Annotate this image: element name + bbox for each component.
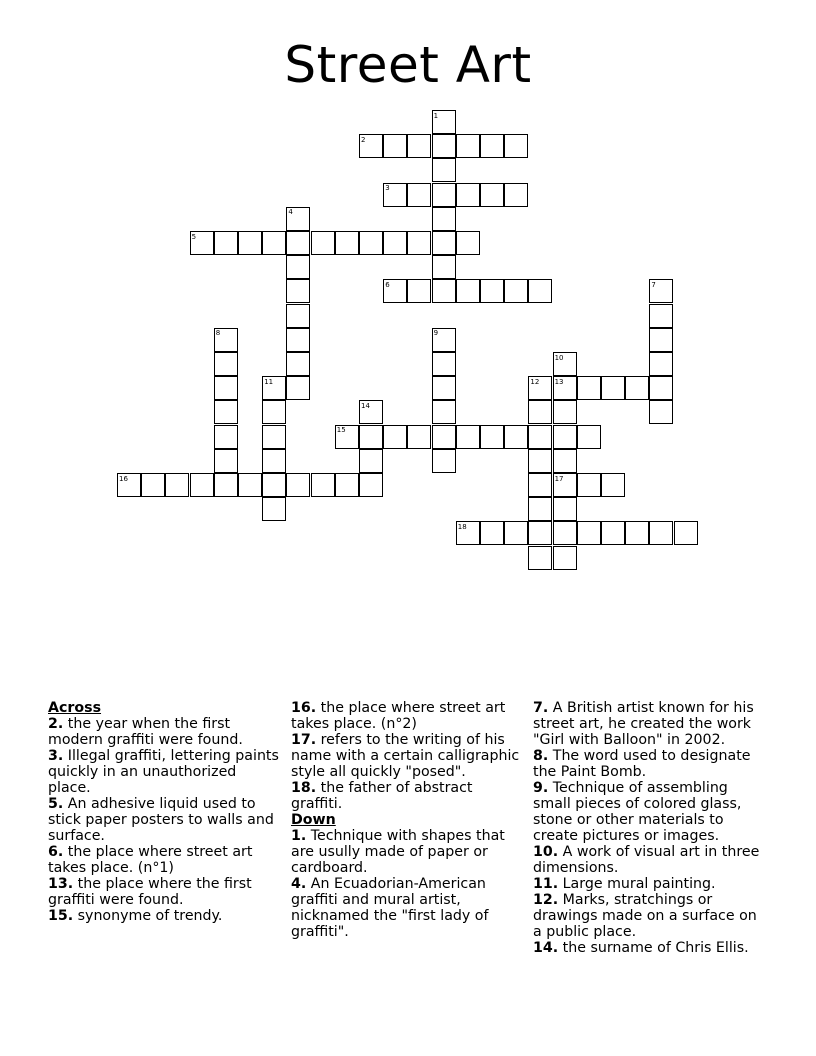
grid-cell[interactable] — [480, 183, 504, 207]
clue-label: 10. — [533, 844, 559, 860]
clue-number: 3 — [385, 184, 390, 193]
grid-cell[interactable] — [214, 425, 238, 449]
clue-column-3 — [533, 700, 768, 956]
grid-cell[interactable] — [359, 449, 383, 473]
grid-cell[interactable] — [262, 425, 286, 449]
grid-cell[interactable] — [335, 231, 359, 255]
clue-text: Marks, stratchings or drawings made on a surface on a public place. — [533, 892, 757, 940]
grid-cell[interactable] — [674, 521, 698, 545]
clue-label: 7. — [533, 700, 549, 716]
grid-cell[interactable] — [165, 473, 189, 497]
grid-cell[interactable] — [649, 279, 673, 303]
clue-label: 11. — [533, 876, 559, 892]
clue-text: the father of abstract graffiti. — [291, 780, 473, 812]
grid-cell[interactable] — [625, 521, 649, 545]
section-heading: Across — [48, 700, 102, 716]
grid-cell[interactable] — [432, 328, 456, 352]
clue-number: 7 — [651, 280, 656, 289]
clue-item — [533, 940, 768, 956]
grid-cell[interactable] — [117, 473, 141, 497]
grid-cell[interactable] — [262, 400, 286, 424]
grid-cell[interactable] — [286, 473, 310, 497]
clue-number: 13 — [554, 377, 564, 386]
grid-cell[interactable] — [432, 400, 456, 424]
grid-cell[interactable] — [480, 521, 504, 545]
clue-label: 14. — [533, 940, 559, 956]
grid-cell[interactable] — [238, 231, 262, 255]
clue-item — [48, 844, 283, 876]
clue-item — [48, 908, 283, 924]
grid-cell[interactable] — [480, 134, 504, 158]
grid-cell[interactable] — [553, 376, 577, 400]
clue-label: 4. — [291, 876, 307, 892]
grid-cell[interactable] — [238, 473, 262, 497]
grid-cell[interactable] — [262, 231, 286, 255]
clue-item — [291, 780, 526, 812]
grid-cell[interactable] — [262, 497, 286, 521]
clue-label: 8. — [533, 748, 549, 764]
clue-label: 17. — [291, 732, 317, 748]
grid-cell[interactable] — [359, 231, 383, 255]
grid-cell[interactable] — [407, 425, 431, 449]
clue-number: 11 — [264, 377, 274, 386]
grid-cell[interactable] — [214, 328, 238, 352]
grid-cell[interactable] — [625, 376, 649, 400]
grid-cell[interactable] — [504, 183, 528, 207]
clue-label: 6. — [48, 844, 64, 860]
grid-cell[interactable] — [432, 352, 456, 376]
clue-item — [533, 700, 768, 748]
grid-cell[interactable] — [383, 134, 407, 158]
grid-cell[interactable] — [335, 425, 359, 449]
clue-text: A work of visual art in three dimensions. — [533, 844, 760, 876]
clue-label: 5. — [48, 796, 64, 812]
grid-cell[interactable] — [432, 279, 456, 303]
grid-cell[interactable] — [383, 183, 407, 207]
clue-text: the year when the first modern graffiti were found. — [48, 716, 243, 748]
grid-cell[interactable] — [528, 521, 552, 545]
grid-cell[interactable] — [432, 449, 456, 473]
grid-cell[interactable] — [456, 231, 480, 255]
grid-cell[interactable] — [528, 449, 552, 473]
grid-cell[interactable] — [553, 425, 577, 449]
grid-cell[interactable] — [407, 183, 431, 207]
clue-text: refers to the writing of his name with a certain calligraphic style all quickly "posed". — [291, 732, 520, 780]
grid-cell[interactable] — [214, 473, 238, 497]
clue-number: 12 — [530, 377, 540, 386]
grid-cell[interactable] — [504, 521, 528, 545]
clue-column-1 — [48, 700, 283, 924]
grid-cell[interactable] — [286, 255, 310, 279]
clue-number: 16 — [119, 474, 128, 483]
clue-text: Technique of assembling small pieces of colored glass, stone or other materials to create pictures or images. — [533, 780, 742, 844]
clue-number: 15 — [336, 426, 346, 435]
clue-text: synonyme of trendy. — [73, 908, 223, 924]
grid-cell[interactable] — [432, 255, 456, 279]
grid-cell[interactable] — [649, 376, 673, 400]
grid-cell[interactable] — [214, 352, 238, 376]
grid-cell[interactable] — [528, 425, 552, 449]
clue-text: the surname of Chris Ellis. — [558, 940, 749, 956]
grid-cell[interactable] — [553, 449, 577, 473]
clue-label: 13. — [48, 876, 74, 892]
grid-cell[interactable] — [359, 134, 383, 158]
grid-cell[interactable] — [407, 134, 431, 158]
grid-cell[interactable] — [553, 521, 577, 545]
clue-item — [48, 796, 283, 844]
grid-cell[interactable] — [649, 352, 673, 376]
grid-cell[interactable] — [407, 231, 431, 255]
clue-text: the place where street art takes place. (n°2) — [291, 700, 506, 732]
grid-cell[interactable] — [214, 231, 238, 255]
clue-label: 12. — [533, 892, 559, 908]
grid-cell[interactable] — [456, 279, 480, 303]
grid-cell[interactable] — [286, 328, 310, 352]
grid-cell[interactable] — [528, 473, 552, 497]
grid-cell[interactable] — [286, 279, 310, 303]
clue-text: A British artist known for his street art, he created the work "Girl with Balloon" in 2002. — [533, 700, 754, 748]
clue-item — [48, 716, 283, 748]
clue-text: An Ecuadorian-American graffiti and mural artist, nicknamed the "first lady of graffiti". — [291, 876, 489, 940]
grid-cell[interactable] — [480, 279, 504, 303]
grid-cell[interactable] — [407, 279, 431, 303]
grid-cell[interactable] — [528, 400, 552, 424]
grid-cell[interactable] — [432, 183, 456, 207]
grid-cell[interactable] — [214, 376, 238, 400]
grid-cell[interactable] — [649, 328, 673, 352]
clue-item — [291, 876, 526, 940]
clue-text: The word used to designate the Paint Bomb. — [533, 748, 751, 780]
grid-cell[interactable] — [190, 231, 214, 255]
grid-cell[interactable] — [286, 376, 310, 400]
grid-cell[interactable] — [359, 473, 383, 497]
grid-cell[interactable] — [553, 546, 577, 570]
grid-cell[interactable] — [359, 400, 383, 424]
clue-item — [291, 828, 526, 876]
section-heading: Down — [291, 812, 336, 828]
grid-cell[interactable] — [432, 425, 456, 449]
grid-cell[interactable] — [432, 207, 456, 231]
clue-label: 18. — [291, 780, 317, 796]
grid-cell[interactable] — [601, 521, 625, 545]
grid-cell[interactable] — [456, 521, 480, 545]
clue-label: 15. — [48, 908, 74, 924]
clue-label: 16. — [291, 700, 317, 716]
grid-cell[interactable] — [553, 400, 577, 424]
grid-cell[interactable] — [383, 425, 407, 449]
grid-cell[interactable] — [528, 376, 552, 400]
grid-cell[interactable] — [262, 473, 286, 497]
clue-item — [291, 732, 526, 780]
clue-text: Large mural painting. — [558, 876, 716, 892]
grid-cell[interactable] — [214, 449, 238, 473]
clue-text: An adhesive liquid used to stick paper posters to walls and surface. — [48, 796, 274, 844]
clue-item — [48, 876, 283, 908]
clue-label: 3. — [48, 748, 64, 764]
grid-cell[interactable] — [262, 449, 286, 473]
clue-number: 4 — [288, 208, 293, 217]
grid-cell[interactable] — [649, 304, 673, 328]
clue-text: the place where street art takes place. (n°1) — [48, 844, 253, 876]
grid-cell[interactable] — [577, 521, 601, 545]
clue-number: 5 — [191, 232, 197, 241]
clue-number: 10 — [554, 353, 564, 362]
grid-cell[interactable] — [601, 376, 625, 400]
grid-cell[interactable] — [577, 425, 601, 449]
grid-cell[interactable] — [286, 231, 310, 255]
grid-cell[interactable] — [504, 425, 528, 449]
grid-cell[interactable] — [262, 376, 286, 400]
clue-label: 2. — [48, 716, 64, 732]
grid-cell[interactable] — [432, 134, 456, 158]
clue-item — [533, 748, 768, 780]
grid-cell[interactable] — [649, 521, 673, 545]
clue-text: Illegal graffiti, lettering paints quickly in an unauthorized place. — [48, 748, 279, 796]
grid-cell[interactable] — [286, 304, 310, 328]
clue-number: 1 — [433, 111, 439, 120]
clue-number: 17 — [554, 474, 564, 483]
grid-cell[interactable] — [528, 546, 552, 570]
grid-cell[interactable] — [432, 376, 456, 400]
grid-cell[interactable] — [286, 352, 310, 376]
grid-cell[interactable] — [432, 158, 456, 182]
clue-column-2 — [291, 700, 526, 940]
grid-cell[interactable] — [456, 425, 480, 449]
grid-cell[interactable] — [577, 473, 601, 497]
grid-cell[interactable] — [432, 231, 456, 255]
clue-item — [533, 892, 768, 940]
grid-cell[interactable] — [649, 400, 673, 424]
grid-cell[interactable] — [553, 497, 577, 521]
clue-item — [533, 876, 768, 892]
grid-cell[interactable] — [432, 110, 456, 134]
grid-cell[interactable] — [286, 207, 310, 231]
clue-number: 8 — [215, 329, 221, 338]
clue-text: the place where the first graffiti were found. — [48, 876, 252, 908]
grid-cell[interactable] — [311, 231, 335, 255]
grid-cell[interactable] — [456, 183, 480, 207]
grid-cell[interactable] — [456, 134, 480, 158]
clue-label: 9. — [533, 780, 549, 796]
clue-label: 1. — [291, 828, 307, 844]
grid-cell[interactable] — [504, 134, 528, 158]
grid-cell[interactable] — [311, 473, 335, 497]
clue-item — [533, 844, 768, 876]
grid-cell[interactable] — [335, 473, 359, 497]
clue-item — [291, 700, 526, 732]
grid-cell[interactable] — [383, 231, 407, 255]
grid-cell[interactable] — [528, 279, 552, 303]
grid-cell[interactable] — [577, 376, 601, 400]
puzzle-title: Street Art — [284, 36, 532, 94]
grid-cell[interactable] — [553, 473, 577, 497]
clue-number: 14 — [361, 401, 370, 410]
grid-cell[interactable] — [383, 279, 407, 303]
grid-cell[interactable] — [528, 497, 552, 521]
grid-cell[interactable] — [553, 352, 577, 376]
grid-cell[interactable] — [601, 473, 625, 497]
grid-cell[interactable] — [141, 473, 165, 497]
grid-cell[interactable] — [504, 279, 528, 303]
clue-item — [48, 748, 283, 796]
grid-cell[interactable] — [359, 425, 383, 449]
clue-item — [533, 780, 768, 844]
grid-cell[interactable] — [480, 425, 504, 449]
grid-cell[interactable] — [214, 400, 238, 424]
clue-number: 6 — [385, 280, 390, 289]
clue-number: 9 — [433, 329, 439, 338]
clue-number: 2 — [361, 135, 366, 144]
grid-cell[interactable] — [190, 473, 214, 497]
clue-number: 18 — [457, 522, 467, 531]
clue-text: Technique with shapes that are usully made of paper or cardboard. — [291, 828, 505, 876]
